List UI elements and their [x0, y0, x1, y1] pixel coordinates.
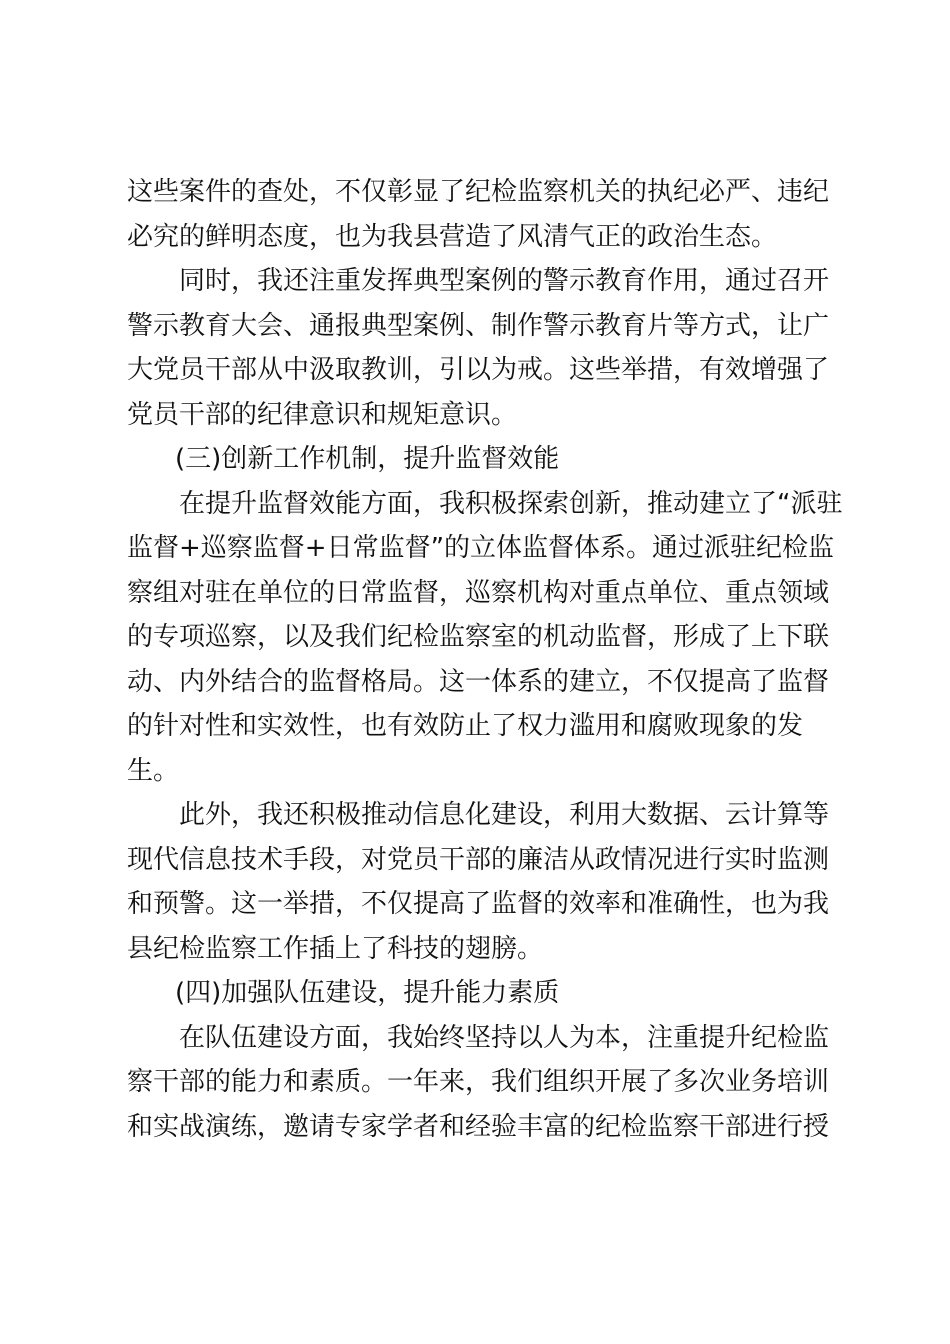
text-line: 和预警。这一举措，不仅提高了监督的效率和准确性，也为我: [127, 889, 830, 919]
text-line: 的专项巡察，以及我们纪检监察室的机动监督，形成了上下联: [127, 622, 830, 652]
text-line: 生。: [127, 755, 180, 786]
text-line: 大党员干部从中汲取教训，引以为戒。这些举措，有效增强了: [127, 355, 830, 385]
section-heading: [127, 971, 827, 1016]
paragraph-continuation: [127, 170, 830, 259]
text-line: 县纪检监察工作插上了科技的翅膀。: [127, 933, 544, 964]
paragraph-body: [127, 482, 843, 794]
section-heading-text: (三)创新工作机制，提升监督效能: [175, 444, 560, 474]
text-line: 和实战演练，邀请专家学者和经验丰富的纪检监察干部进行授: [127, 1111, 830, 1142]
document-body: [127, 170, 843, 1149]
section-heading-text: (四)加强队伍建设，提升能力素质: [175, 978, 560, 1008]
text-line: 必究的鲜明态度，也为我县营造了风清气正的政治生态。: [127, 221, 778, 252]
text-line: 察干部的能力和素质。一年来，我们组织开展了多次业务培训: [127, 1067, 830, 1097]
paragraph-body: [127, 793, 830, 971]
text-line: 党员干部的纪律意识和规矩意识。: [127, 399, 518, 430]
text-line: 警示教育大会、通报典型案例、制作警示教育片等方式，让广: [127, 310, 830, 341]
text-line: 动、内外结合的监督格局。这一体系的建立，不仅提高了监督: [127, 666, 830, 697]
text-line: 这些案件的查处，不仅彰显了纪检监察机关的执纪必严、违纪: [127, 177, 830, 207]
paragraph-body: [127, 1016, 830, 1150]
section-heading: [127, 437, 827, 482]
text-line: 在提升监督效能方面，我积极探索创新，推动建立了“派驻: [179, 488, 843, 519]
text-line: 的针对性和实效性，也有效防止了权力滥用和腐败现象的发: [127, 711, 804, 741]
paragraph-body: [127, 259, 830, 437]
text-line: 现代信息技术手段，对党员干部的廉洁从政情况进行实时监测: [127, 844, 830, 875]
text-line: 在队伍建设方面，我始终坚持以人为本，注重提升纪检监: [179, 1022, 830, 1053]
text-line: 察组对驻在单位的日常监督，巡察机构对重点单位、重点领域: [127, 577, 830, 608]
text-line: 同时，我还注重发挥典型案例的警示教育作用，通过召开: [179, 266, 830, 296]
text-line: 此外，我还积极推动信息化建设，利用大数据、云计算等: [179, 800, 830, 830]
text-line: 监督+巡察监督+日常监督”的立体监督体系。通过派驻纪检监: [127, 533, 835, 563]
